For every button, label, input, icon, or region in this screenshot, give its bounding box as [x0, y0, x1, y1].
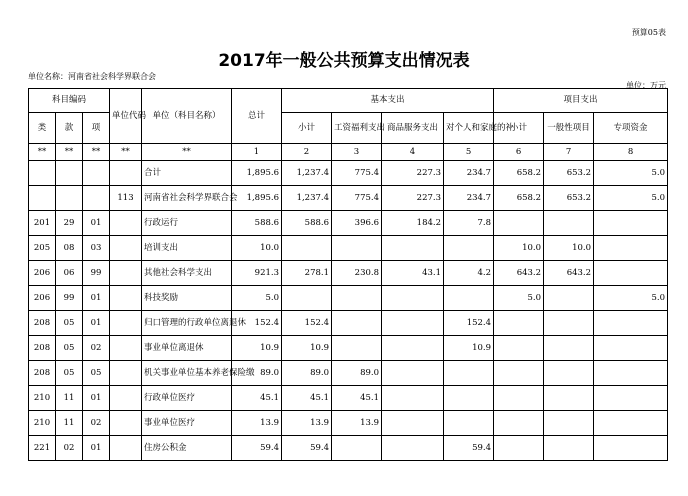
- general-project-cell: [544, 286, 594, 311]
- sub-item-cell: 02: [83, 411, 110, 436]
- wages-cell: 396.6: [332, 211, 382, 236]
- special-funds-cell: [594, 361, 668, 386]
- table-row: [29, 186, 668, 211]
- general-project-cell: 10.0: [544, 236, 594, 261]
- special-funds-cell: [594, 236, 668, 261]
- unit-code-cell: [110, 286, 142, 311]
- subject-name-cell: 河南省社会科学界联合会: [142, 186, 232, 211]
- header-row-1: [29, 89, 668, 113]
- sub-item-cell: 03: [83, 236, 110, 261]
- basic-subtotal-cell: 45.1: [282, 386, 332, 411]
- sub-item-cell: 01: [83, 286, 110, 311]
- project-subtotal-header: 小计: [494, 113, 544, 144]
- special-funds-cell: [594, 411, 668, 436]
- goods-cell: 227.3: [382, 161, 444, 186]
- item-cell: 11: [56, 411, 83, 436]
- goods-header: 商品服务支出: [382, 113, 444, 144]
- wages-cell: [332, 236, 382, 261]
- budget-expenditure-table: [28, 88, 668, 461]
- general-project-cell: [544, 336, 594, 361]
- goods-cell: [382, 311, 444, 336]
- class-cell: [29, 161, 56, 186]
- basic-subtotal-cell: 588.6: [282, 211, 332, 236]
- project-subtotal-cell: [494, 436, 544, 461]
- sub-item-cell: 05: [83, 361, 110, 386]
- subject-name-cell: 归口管理的行政单位离退休: [142, 311, 232, 336]
- total-cell: 1,895.6: [232, 161, 282, 186]
- total-cell: 13.9: [232, 411, 282, 436]
- table-row: [29, 386, 668, 411]
- item-cell: 11: [56, 386, 83, 411]
- index-cell: 2: [282, 144, 332, 161]
- item-cell: 02: [56, 436, 83, 461]
- sub-item-cell: 99: [83, 261, 110, 286]
- family-cell: 59.4: [444, 436, 494, 461]
- item-cell: 08: [56, 236, 83, 261]
- item-cell: 05: [56, 311, 83, 336]
- special-funds-cell: [594, 336, 668, 361]
- index-cell: **: [56, 144, 83, 161]
- unit-code-cell: [110, 236, 142, 261]
- goods-cell: [382, 336, 444, 361]
- unit-code-cell: 113: [110, 186, 142, 211]
- general-project-cell: [544, 436, 594, 461]
- total-cell: 1,895.6: [232, 186, 282, 211]
- project-subtotal-cell: 643.2: [494, 261, 544, 286]
- total-cell: 152.4: [232, 311, 282, 336]
- sub-item-cell: [83, 186, 110, 211]
- basic-expense-header: 基本支出: [282, 89, 494, 113]
- item-header: 款: [56, 113, 83, 144]
- unit-code-cell: [110, 161, 142, 186]
- subject-name-cell: 培训支出: [142, 236, 232, 261]
- class-cell: 210: [29, 411, 56, 436]
- family-cell: [444, 236, 494, 261]
- special-funds-cell: [594, 261, 668, 286]
- index-cell: **: [110, 144, 142, 161]
- class-cell: 208: [29, 361, 56, 386]
- general-project-cell: 643.2: [544, 261, 594, 286]
- item-cell: 06: [56, 261, 83, 286]
- sub-item-cell: 01: [83, 211, 110, 236]
- item-cell: [56, 186, 83, 211]
- sub-item-cell: 01: [83, 311, 110, 336]
- total-cell: 89.0: [232, 361, 282, 386]
- table-row: [29, 161, 668, 186]
- unit-code-cell: [110, 436, 142, 461]
- goods-cell: [382, 286, 444, 311]
- special-funds-cell: 5.0: [594, 186, 668, 211]
- unit-code-cell: [110, 211, 142, 236]
- total-cell: 10.0: [232, 236, 282, 261]
- class-cell: 201: [29, 211, 56, 236]
- project-subtotal-cell: [494, 411, 544, 436]
- item-cell: [56, 161, 83, 186]
- index-cell: 5: [444, 144, 494, 161]
- family-cell: 10.9: [444, 336, 494, 361]
- index-cell: 3: [332, 144, 382, 161]
- wages-header: 工资福利支出: [332, 113, 382, 144]
- index-cell: 4: [382, 144, 444, 161]
- project-subtotal-cell: 658.2: [494, 186, 544, 211]
- basic-subtotal-cell: 278.1: [282, 261, 332, 286]
- total-header: 总计: [232, 89, 282, 144]
- family-cell: 4.2: [444, 261, 494, 286]
- sub-item-cell: 01: [83, 436, 110, 461]
- class-cell: [29, 186, 56, 211]
- special-funds-cell: [594, 436, 668, 461]
- basic-subtotal-cell: 152.4: [282, 311, 332, 336]
- page-title: 2017年一般公共预算支出情况表: [218, 51, 470, 71]
- index-row: [29, 144, 668, 161]
- subject-name-cell: 合计: [142, 161, 232, 186]
- index-cell: 7: [544, 144, 594, 161]
- sub-item-cell: [83, 161, 110, 186]
- family-header: 对个人和家庭的补: [444, 113, 494, 144]
- subject-name-cell: 机关事业单位基本养老保险缴: [142, 361, 232, 386]
- subject-name-cell: 事业单位医疗: [142, 411, 232, 436]
- class-cell: 210: [29, 386, 56, 411]
- goods-cell: 227.3: [382, 186, 444, 211]
- family-cell: 234.7: [444, 186, 494, 211]
- special-funds-header: 专项资金: [594, 113, 668, 144]
- index-cell: **: [29, 144, 56, 161]
- unit-code-cell: [110, 311, 142, 336]
- table-row: [29, 411, 668, 436]
- special-funds-cell: [594, 211, 668, 236]
- special-funds-cell: 5.0: [594, 286, 668, 311]
- special-funds-cell: [594, 386, 668, 411]
- wages-cell: [332, 311, 382, 336]
- table-row: [29, 236, 668, 261]
- goods-cell: [382, 386, 444, 411]
- index-cell: 1: [232, 144, 282, 161]
- goods-cell: 43.1: [382, 261, 444, 286]
- general-project-cell: [544, 311, 594, 336]
- basic-subtotal-cell: 59.4: [282, 436, 332, 461]
- total-cell: 45.1: [232, 386, 282, 411]
- currency-unit-label: 单位：万元: [626, 81, 666, 90]
- class-header: 类: [29, 113, 56, 144]
- table-row: [29, 311, 668, 336]
- project-subtotal-cell: 10.0: [494, 236, 544, 261]
- subject-code-header: 科目编码: [29, 89, 110, 113]
- class-cell: 205: [29, 236, 56, 261]
- total-cell: 10.9: [232, 336, 282, 361]
- project-subtotal-cell: 658.2: [494, 161, 544, 186]
- item-cell: 29: [56, 211, 83, 236]
- class-cell: 206: [29, 261, 56, 286]
- basic-subtotal-cell: [282, 286, 332, 311]
- wages-cell: 775.4: [332, 161, 382, 186]
- project-expense-header: 项目支出: [494, 89, 668, 113]
- table-row: [29, 261, 668, 286]
- general-project-cell: 653.2: [544, 186, 594, 211]
- basic-subtotal-cell: 89.0: [282, 361, 332, 386]
- general-project-cell: [544, 361, 594, 386]
- general-project-cell: [544, 411, 594, 436]
- subject-name-cell: 科技奖励: [142, 286, 232, 311]
- sub-item-cell: 01: [83, 386, 110, 411]
- unit-code-cell: [110, 386, 142, 411]
- class-cell: 206: [29, 286, 56, 311]
- basic-subtotal-header: 小计: [282, 113, 332, 144]
- general-project-cell: [544, 386, 594, 411]
- basic-subtotal-cell: 1,237.4: [282, 186, 332, 211]
- item-cell: 05: [56, 336, 83, 361]
- family-cell: 152.4: [444, 311, 494, 336]
- wages-cell: 45.1: [332, 386, 382, 411]
- class-cell: 221: [29, 436, 56, 461]
- unit-code-header: 单位代码: [110, 89, 142, 144]
- wages-cell: [332, 436, 382, 461]
- total-cell: 921.3: [232, 261, 282, 286]
- basic-subtotal-cell: [282, 236, 332, 261]
- family-cell: [444, 361, 494, 386]
- project-subtotal-cell: [494, 211, 544, 236]
- index-cell: **: [83, 144, 110, 161]
- unit-code-cell: [110, 411, 142, 436]
- class-cell: 208: [29, 336, 56, 361]
- table-row: [29, 286, 668, 311]
- wages-cell: [332, 336, 382, 361]
- subject-name-cell: 事业单位离退休: [142, 336, 232, 361]
- family-cell: [444, 386, 494, 411]
- basic-subtotal-cell: 13.9: [282, 411, 332, 436]
- family-cell: 7.8: [444, 211, 494, 236]
- project-subtotal-cell: 5.0: [494, 286, 544, 311]
- wages-cell: 89.0: [332, 361, 382, 386]
- goods-cell: [382, 436, 444, 461]
- project-subtotal-cell: [494, 336, 544, 361]
- special-funds-cell: [594, 311, 668, 336]
- unit-code-cell: [110, 261, 142, 286]
- goods-cell: [382, 236, 444, 261]
- basic-subtotal-cell: 10.9: [282, 336, 332, 361]
- wages-cell: 230.8: [332, 261, 382, 286]
- family-cell: [444, 286, 494, 311]
- index-cell: 8: [594, 144, 668, 161]
- sub-item-cell: 02: [83, 336, 110, 361]
- sub-item-header: 项: [83, 113, 110, 144]
- family-cell: [444, 411, 494, 436]
- special-funds-cell: 5.0: [594, 161, 668, 186]
- basic-subtotal-cell: 1,237.4: [282, 161, 332, 186]
- subject-name-cell: 行政单位医疗: [142, 386, 232, 411]
- subject-name-cell: 住房公积金: [142, 436, 232, 461]
- table-row: [29, 211, 668, 236]
- general-project-cell: [544, 211, 594, 236]
- wages-cell: 775.4: [332, 186, 382, 211]
- general-project-header: 一般性项目: [544, 113, 594, 144]
- unit-code-cell: [110, 361, 142, 386]
- item-cell: 05: [56, 361, 83, 386]
- total-cell: 59.4: [232, 436, 282, 461]
- total-cell: 5.0: [232, 286, 282, 311]
- goods-cell: [382, 411, 444, 436]
- subject-name-cell: 行政运行: [142, 211, 232, 236]
- general-project-cell: 653.2: [544, 161, 594, 186]
- table-row: [29, 361, 668, 386]
- table-row: [29, 436, 668, 461]
- unit-subject-header: 单位（科目名称）: [142, 89, 232, 144]
- goods-cell: [382, 361, 444, 386]
- table-row: [29, 336, 668, 361]
- unit-code-cell: [110, 336, 142, 361]
- project-subtotal-cell: [494, 311, 544, 336]
- index-cell: **: [142, 144, 232, 161]
- project-subtotal-cell: [494, 386, 544, 411]
- subject-name-cell: 其他社会科学支出: [142, 261, 232, 286]
- wages-cell: [332, 286, 382, 311]
- goods-cell: 184.2: [382, 211, 444, 236]
- family-cell: 234.7: [444, 161, 494, 186]
- index-cell: 6: [494, 144, 544, 161]
- total-cell: 588.6: [232, 211, 282, 236]
- unit-name-label: 单位名称：河南省社会科学界联合会: [28, 72, 156, 81]
- wages-cell: 13.9: [332, 411, 382, 436]
- class-cell: 208: [29, 311, 56, 336]
- table-number-label: 预算05表: [631, 28, 666, 37]
- project-subtotal-cell: [494, 361, 544, 386]
- item-cell: 99: [56, 286, 83, 311]
